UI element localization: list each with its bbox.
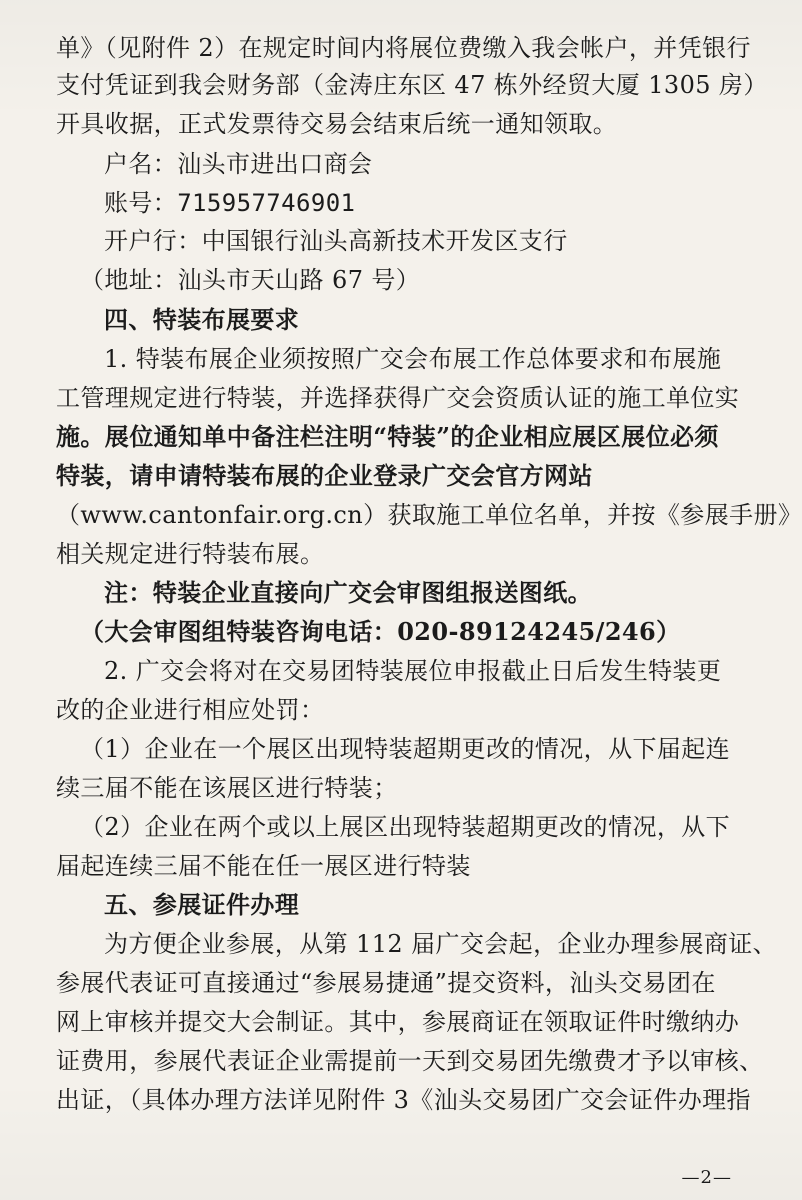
text-line: 出证，（具体办理方法详见附件 3《汕头交易团广交会证件办理指 bbox=[56, 1086, 751, 1114]
text-line: 支付凭证到我会财务部（金涛庄东区 47 栋外经贸大厦 1305 房） bbox=[56, 71, 768, 99]
text-line: 证费用，参展代表证企业需提前一天到交易团先缴费才予以审核、 bbox=[56, 1047, 764, 1075]
text-line: 网上审核并提交大会制证。其中，参展商证在领取证件时缴纳办 bbox=[56, 1008, 740, 1036]
text-line: 特装，请申请特装布展的企业登录广交会官方网站 bbox=[56, 461, 593, 490]
bank-line: 开户行：中国银行汕头高新技术开发区支行 bbox=[104, 227, 568, 255]
text-line: 参展代表证可直接通过“参展易捷通”提交资料，汕头交易团在 bbox=[56, 969, 716, 997]
address-line: （地址：汕头市天山路 67 号） bbox=[80, 266, 421, 294]
note-line: 注：特装企业直接向广交会审图组报送图纸。 bbox=[104, 578, 592, 607]
text-line: 改的企业进行相应处罚： bbox=[56, 696, 325, 724]
text-line: 工管理规定进行特装，并选择获得广交会资质认证的施工单位实 bbox=[56, 384, 740, 412]
website-line: （www.cantonfair.org.cn）获取施工单位名单，并按《参展手册》 bbox=[56, 501, 802, 529]
text-line: （1）企业在一个展区出现特装超期更改的情况，从下届起连 bbox=[80, 735, 731, 763]
text-line: 续三届不能在该展区进行特装； bbox=[56, 774, 398, 802]
text-line: 1. 特装布展企业须按照广交会布展工作总体要求和布展施 bbox=[104, 345, 722, 373]
text-line: 届起连续三届不能在任一展区进行特装 bbox=[56, 852, 471, 880]
text-line: 为方便企业参展，从第 112 届广交会起，企业办理参展商证、 bbox=[104, 930, 778, 958]
text-line: （2）企业在两个或以上展区出现特装超期更改的情况，从下 bbox=[80, 813, 731, 841]
account-number-line: 账号：715957746901 bbox=[104, 189, 356, 217]
account-name-line: 户名：汕头市进出口商会 bbox=[104, 150, 373, 178]
text-line: 开具收据，正式发票待交易会结束后统一通知领取。 bbox=[56, 110, 618, 138]
text-line: 2. 广交会将对在交易团特装展位申报截止日后发生特装更 bbox=[104, 657, 722, 685]
text-line: 单》（见附件 2）在规定时间内将展位费缴入我会帐户，并凭银行 bbox=[56, 34, 751, 62]
page-number: —2— bbox=[681, 1167, 732, 1188]
phone-line: （大会审图组特装咨询电话：020-89124245/246） bbox=[80, 617, 681, 646]
text-line: 施。展位通知单中备注栏注明“特装”的企业相应展区展位必须 bbox=[56, 422, 719, 451]
section-heading: 四、特装布展要求 bbox=[104, 305, 300, 334]
section-heading: 五、参展证件办理 bbox=[104, 890, 300, 919]
text-line: 相关规定进行特装布展。 bbox=[56, 540, 325, 568]
